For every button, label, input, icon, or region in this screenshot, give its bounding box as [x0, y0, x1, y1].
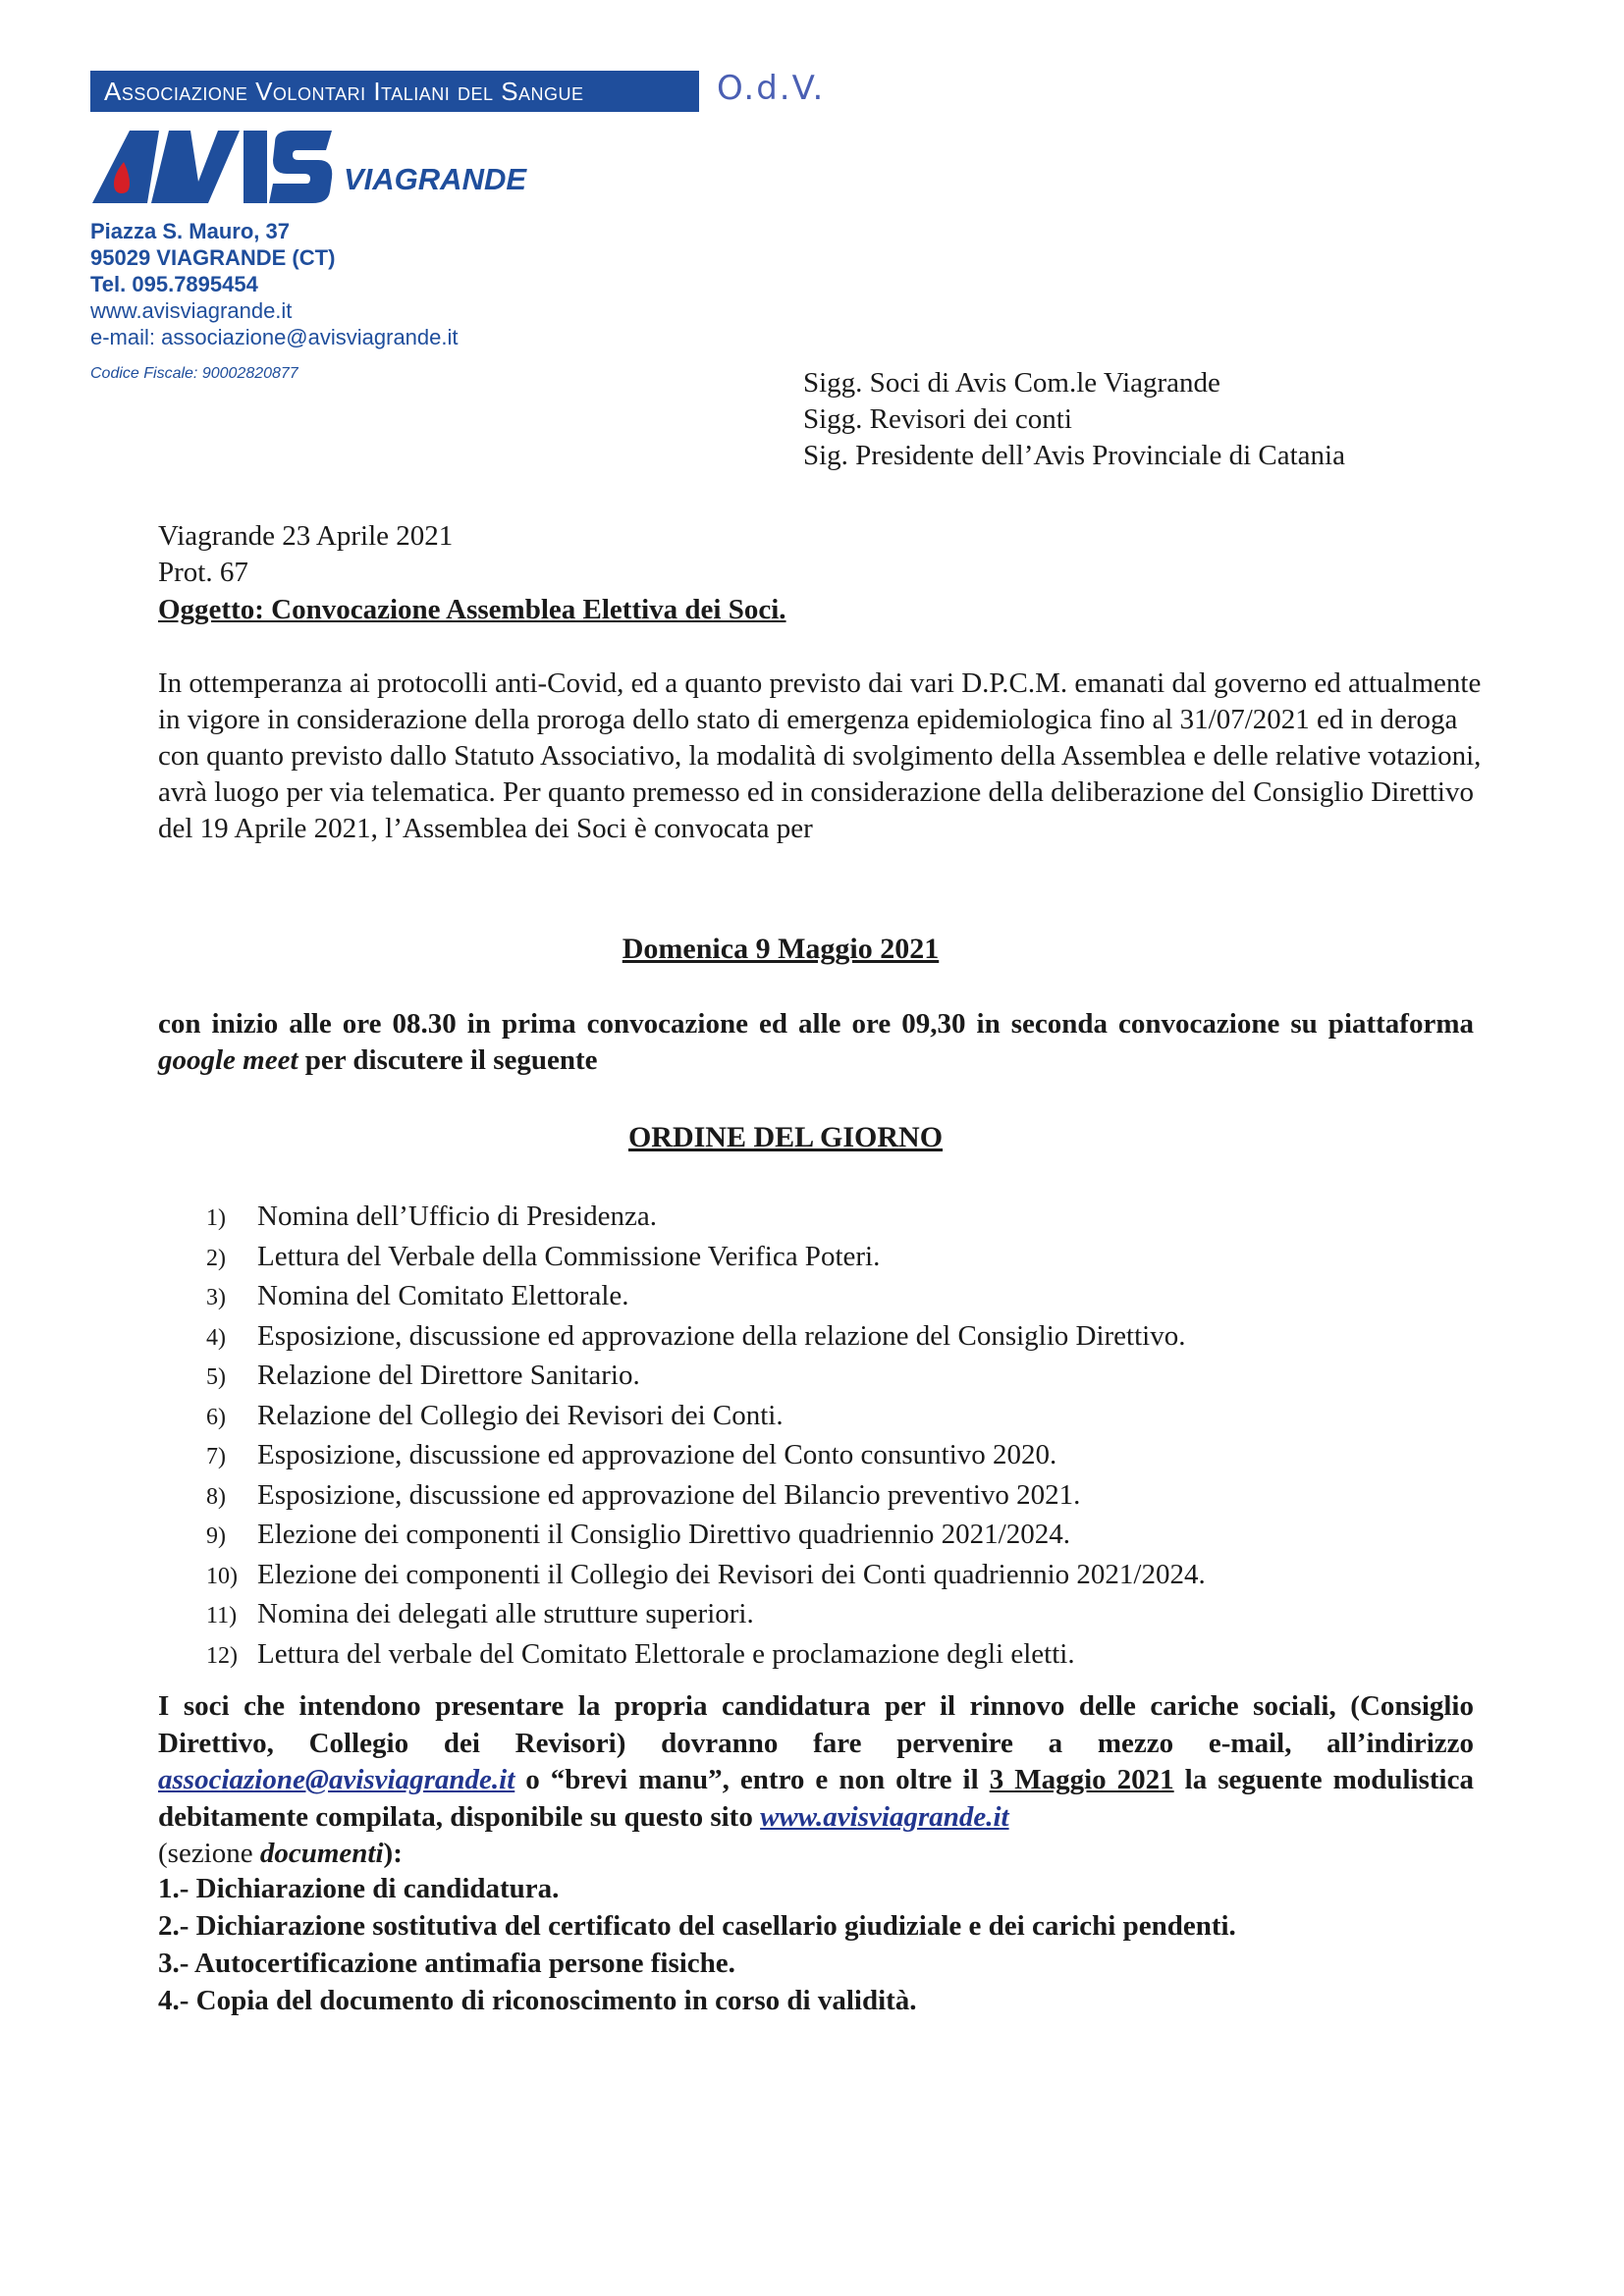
association-banner: Associazione Volontari Italiani del Sangue	[90, 71, 699, 112]
start-text-end: per discutere il seguente	[298, 1044, 598, 1076]
agenda-item	[206, 1476, 1206, 1517]
agenda-item	[206, 1635, 1206, 1676]
meeting-start-paragraph	[158, 1006, 1474, 1079]
address-block	[90, 218, 459, 350]
agenda-list	[206, 1198, 1206, 1675]
agenda-item	[206, 1516, 1206, 1556]
email-link[interactable]: associazione@avisviagrande.it	[158, 1764, 515, 1795]
agenda-text: Relazione del Direttore Sanitario.	[257, 1360, 640, 1391]
candidacy-text: la seguente modulistica debitamente compilata, disponibile su questo sito	[158, 1764, 1474, 1833]
agenda-item	[206, 1238, 1206, 1278]
address-website[interactable]: www.avisviagrande.it	[90, 298, 293, 323]
agenda-num: 5)	[206, 1364, 226, 1390]
agenda-title: ORDINE DEL GIORNO	[627, 1121, 944, 1153]
agenda-num: 11)	[206, 1603, 238, 1629]
candidacy-text: o “brevi manu”, entro e non oltre il	[514, 1764, 990, 1795]
agenda-num: 8)	[206, 1483, 226, 1510]
candidacy-text: I soci che intendono presentare la propria candidatura per il rinnovo delle cariche sociali, (Consiglio Direttivo, Collegio dei Revisori) dovranno fare pervenire a mezzo e-mail, all’indirizzo	[158, 1690, 1474, 1759]
agenda-text: Nomina dell’Ufficio di Presidenza.	[257, 1201, 657, 1232]
document-item: 1.- Dichiarazione di candidatura.	[158, 1873, 560, 1904]
agenda-text: Nomina dei delegati alle strutture superiori.	[257, 1598, 754, 1629]
codice-fiscale: Codice Fiscale: 90002820877	[90, 365, 298, 382]
platform-name: google meet	[158, 1044, 298, 1076]
agenda-num: 3)	[206, 1285, 226, 1310]
agenda-text: Relazione del Collegio dei Revisori dei Conti.	[257, 1399, 784, 1431]
intro-paragraph: In ottemperanza ai protocolli anti-Covid, ed a quanto previsto dai vari D.P.C.M. emanati dal governo ed attualmente in vigore in considerazione della proroga dello stato di emergenza epidemiologica fino al 31/07/2021 ed in deroga con quanto previsto dallo Statuto Associativo, la modalità di svolgimento della Assemblea e delle relative votazioni, avrà luogo per via telematica. Per quanto premesso ed in considerazione della deliberazione del Consiglio Direttivo del 19 Aprile 2021, l’Assemblea dei Soci è convocata per	[158, 667, 1482, 844]
candidacy-paragraph	[158, 1688, 1474, 1873]
meeting-date: Domenica 9 Maggio 2021	[622, 933, 940, 965]
agenda-num: 10)	[206, 1563, 238, 1589]
logo-subtitle: VIAGRANDE	[344, 162, 527, 196]
agenda-text: Lettura del verbale del Comitato Elettorale e proclamazione degli eletti.	[257, 1637, 1075, 1670]
agenda-text: Lettura del Verbale della Commissione Verifica Poteri.	[257, 1240, 881, 1272]
address-email[interactable]: e-mail: associazione@avisviagrande.it	[90, 325, 459, 349]
recipient-line: Sigg. Revisori dei conti	[803, 403, 1072, 435]
agenda-text: Elezione dei componenti il Consiglio Direttivo quadriennio 2021/2024.	[257, 1519, 1070, 1550]
agenda-num: 7)	[206, 1444, 226, 1469]
document-item: 4.- Copia del documento di riconoscimento in corso di validità.	[158, 1985, 917, 2016]
agenda-text: Esposizione, discussione ed approvazione del Conto consuntivo 2020.	[257, 1439, 1057, 1470]
agenda-text: Elezione dei componenti il Collegio dei Revisori dei Conti quadriennio 2021/2024.	[257, 1558, 1206, 1590]
documents-list	[158, 1870, 1236, 2019]
odv-handwritten-note: O.d.V.	[717, 69, 826, 108]
agenda-num: 1)	[206, 1205, 226, 1231]
address-city: 95029 VIAGRANDE (CT)	[90, 245, 336, 270]
address-phone: Tel. 095.7895454	[90, 272, 258, 296]
agenda-item	[206, 1595, 1206, 1635]
agenda-text: Esposizione, discussione ed approvazione della relazione del Consiglio Direttivo.	[257, 1319, 1186, 1352]
agenda-item	[206, 1317, 1206, 1358]
letter-date: Viagrande 23 Aprile 2021	[158, 520, 454, 552]
agenda-item	[206, 1436, 1206, 1476]
recipient-line: Sigg. Soci di Avis Com.le Viagrande	[803, 367, 1220, 399]
start-text: con inizio alle ore 08.30 in prima convocazione ed alle ore 09,30 in seconda convocazione su piattaforma	[158, 1008, 1474, 1040]
agenda-item	[206, 1357, 1206, 1397]
section-name: documenti	[259, 1838, 384, 1869]
protocol-number: Prot. 67	[158, 557, 248, 588]
section-close: ):	[383, 1838, 403, 1869]
address-street: Piazza S. Mauro, 37	[90, 219, 290, 243]
agenda-num: 9)	[206, 1523, 226, 1549]
section-open: (sezione	[158, 1838, 260, 1869]
agenda-item	[206, 1556, 1206, 1596]
agenda-num: 12)	[206, 1642, 238, 1669]
letter-subject: Oggetto: Convocazione Assemblea Elettiva dei Soci.	[158, 594, 786, 625]
agenda-num: 6)	[206, 1404, 226, 1430]
recipients-block	[803, 365, 1345, 474]
agenda-text: Esposizione, discussione ed approvazione del Bilancio preventivo 2021.	[257, 1478, 1081, 1511]
agenda-item	[206, 1277, 1206, 1317]
deadline-date: 3 Maggio 2021	[989, 1764, 1174, 1795]
document-item: 3.- Autocertificazione antimafia persone fisiche.	[158, 1948, 735, 1979]
agenda-text: Nomina del Comitato Elettorale.	[257, 1280, 629, 1311]
agenda-num: 4)	[206, 1324, 226, 1351]
document-item: 2.- Dichiarazione sostitutiva del certificato del casellario giudiziale e dei carichi pendenti.	[158, 1910, 1236, 1942]
agenda-item	[206, 1397, 1206, 1437]
agenda-item	[206, 1198, 1206, 1238]
avis-logo	[90, 123, 336, 211]
recipient-line: Sig. Presidente dell’Avis Provinciale di Catania	[803, 440, 1345, 471]
website-link[interactable]: www.avisviagrande.it	[760, 1800, 1009, 1833]
agenda-num: 2)	[206, 1245, 226, 1271]
